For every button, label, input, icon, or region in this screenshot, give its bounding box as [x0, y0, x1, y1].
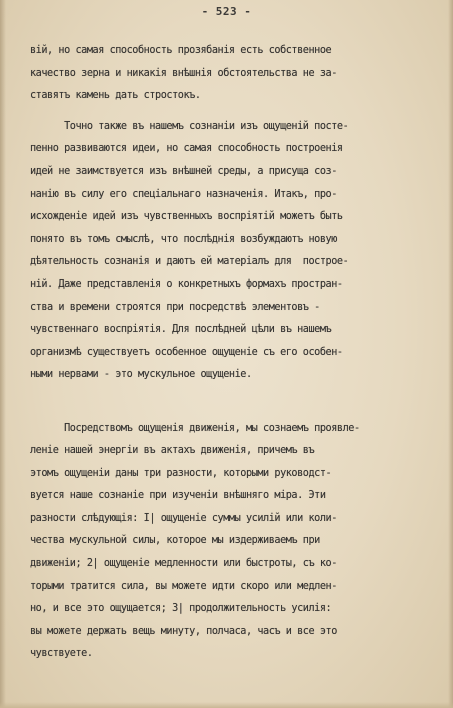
page-edge-left [0, 0, 6, 708]
text-line: исхожденіе идей изъ чувственныхъ воспріятій можетъ быть [30, 211, 343, 223]
paragraph-gap [30, 410, 425, 418]
body-text [30, 40, 425, 666]
text-line: ній. Даже представленія о конкретныхъ формахъ простран- [30, 278, 343, 290]
text-line: организмѣ существуетъ особенное ощущеніе съ его особен- [30, 346, 343, 358]
page-number: - 523 - [201, 5, 252, 18]
text-line: ными нервами - это мускульное ощущеніе. [30, 369, 252, 381]
text-line: идей не заимствуется изъ внѣшней среды, а присуща соз- [30, 165, 337, 177]
text-line: вуется наше сознаніе при изученіи внѣшняго міра. Эти [30, 490, 326, 502]
text-line: ставятъ камень дать стростокъ. [30, 90, 201, 102]
paragraph-gap [30, 108, 425, 116]
text-line [30, 387, 425, 410]
text-line: чества мускульной силы, которое мы издерживаемъ при [30, 535, 320, 547]
paragraph [30, 40, 425, 108]
text-line: чувствуете. [30, 648, 93, 660]
text-line: вы можете держать вещь минуту, полчаса, часъ и все это [30, 625, 337, 637]
text-line: Посредствомъ ощущенія движенія, мы сознаемъ проявле- [30, 422, 360, 434]
text-line: ства и времени строятся при посредствѣ элементовъ - [30, 301, 320, 313]
text-line: этомъ ощущеніи даны три разности, которыми руководст- [30, 467, 332, 479]
page-edge-bottom [0, 702, 453, 708]
text-line: качество зерна и никакія внѣшнія обстоятельства не за- [30, 67, 337, 79]
text-line: торыми тратится сила, вы можете идти скоро или медлен- [30, 580, 337, 592]
text-line: движеніи; 2| ощущеніе медленности или быстроты, съ ко- [30, 558, 337, 570]
text-line: дѣятельность сознанія и даютъ ей матеріалъ для построе- [30, 256, 349, 268]
text-line: разности слѣдующія: І| ощущеніе суммы усилій или коли- [30, 512, 337, 524]
paragraph [30, 116, 425, 410]
text-line: вій, но самая способность прозябанія есть собственное [30, 45, 332, 56]
text-line: леніе нашей энергіи въ актахъ движенія, причемъ въ [30, 445, 315, 457]
text-line: пенно развиваются идеи, но самая способность построенія [30, 143, 343, 155]
page-edge-right [448, 0, 453, 708]
text-line: нанію въ силу его спеціальнаго назначенія. Итакъ, про- [30, 188, 337, 200]
text-line: понято въ томъ смыслѣ, что послѣднія возбуждаютъ новую [30, 233, 337, 245]
paragraph [30, 418, 425, 667]
text-line: чувственнаго воспріятія. Для послѣдней цѣли въ нашемъ [30, 324, 332, 336]
text-line: Точно также въ нашемъ сознаніи изъ ощущеній посте- [30, 120, 349, 132]
text-line: но, и все это ощущается; 3| продолжительность усилія: [30, 603, 332, 615]
